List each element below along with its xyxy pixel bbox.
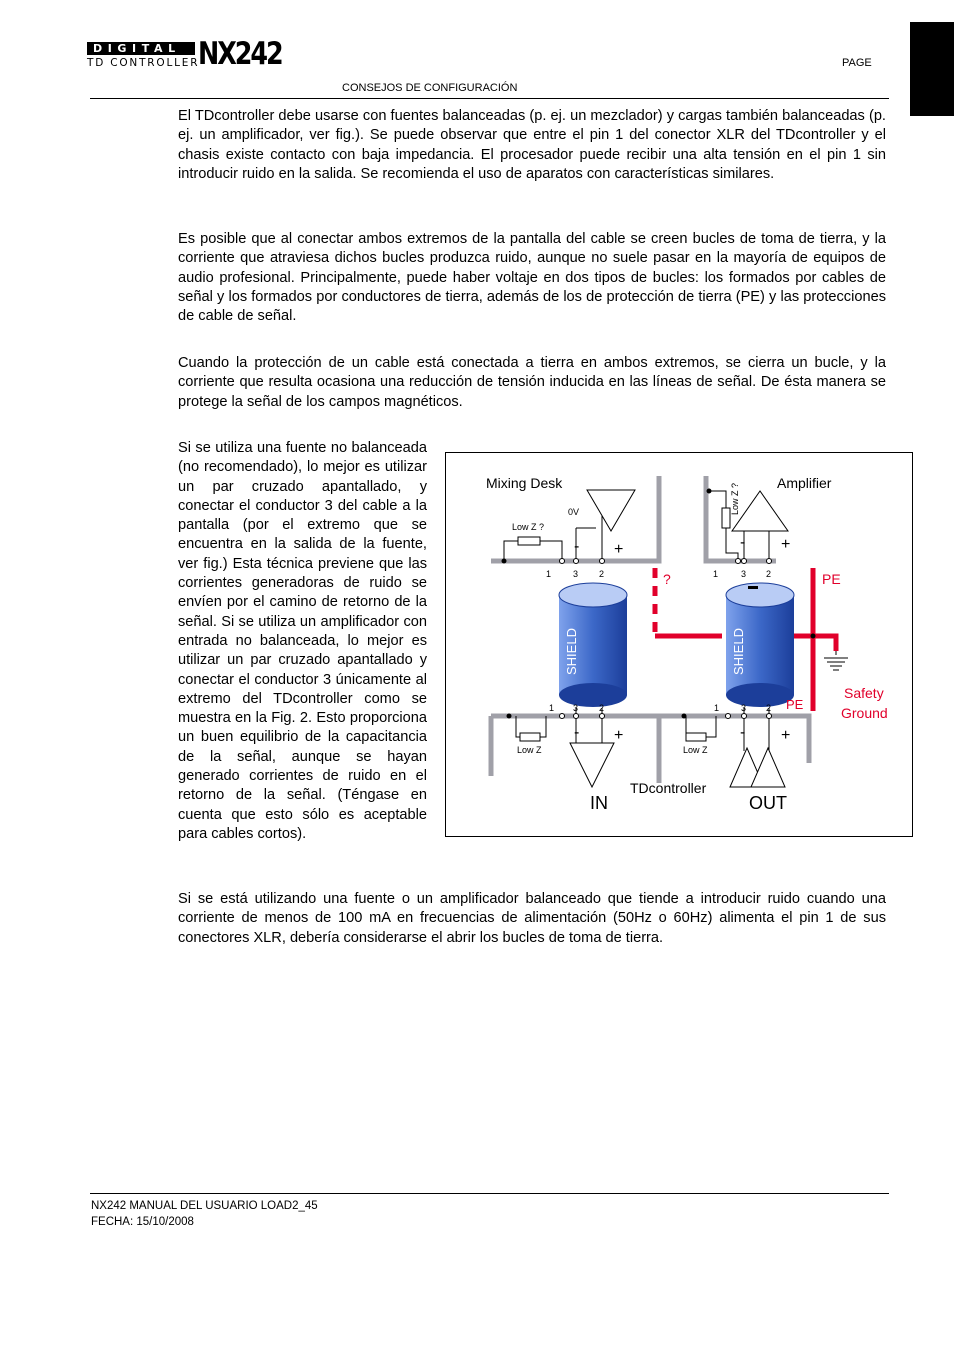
bottom-right-plus: + bbox=[781, 727, 791, 744]
paragraph-5: Si se está utilizando una fuente o un amplificador balanceado que tiende a introducir ruido cuando una corriente de menos de 100 mA en frecuencias de alimentación (50Hz o 60Hz) alimenta el pin 1 de sus conectores XLR, debería considerarse el abrir los bucles de toma de tierra. bbox=[178, 891, 886, 946]
svg-text:2: 2 bbox=[599, 569, 605, 579]
ground-label: Ground bbox=[841, 705, 888, 721]
tdcontroller-label: TDcontroller bbox=[630, 780, 707, 796]
question-mark: ? bbox=[663, 571, 671, 587]
out-label: OUT bbox=[749, 793, 787, 813]
paragraph-3: Cuando la protección de un cable está conectada a tierra en ambos extremos, se cierra un bucle, y la corriente que resulta ocasiona una reducción de tensión inducida en las líneas de señal. De ésta manera se protege la señal de los campos magnéticos. bbox=[178, 355, 886, 410]
out-lowz-label: Low Z bbox=[683, 745, 708, 755]
logo-digital-text: DIGITAL bbox=[87, 42, 195, 55]
header-divider bbox=[90, 98, 889, 99]
section-title: CONSEJOS DE CONFIGURACIÓN bbox=[342, 82, 518, 94]
shield-cables bbox=[559, 583, 794, 707]
in-lowz-label: Low Z bbox=[517, 745, 542, 755]
svg-text:2: 2 bbox=[766, 703, 772, 713]
top-left-minus: - bbox=[574, 538, 580, 555]
in-label: IN bbox=[590, 793, 608, 813]
svg-text:1: 1 bbox=[546, 569, 552, 579]
amplifier-label: Amplifier bbox=[777, 475, 832, 491]
shield-label-right: SHIELD bbox=[731, 628, 746, 675]
amplifier-lowz-label: Low Z ? bbox=[730, 482, 740, 515]
svg-text:1: 1 bbox=[714, 703, 720, 713]
top-right-plus: + bbox=[781, 536, 791, 553]
svg-text:1: 1 bbox=[549, 703, 555, 713]
svg-text:3: 3 bbox=[741, 703, 747, 713]
zero-volt-label: 0V bbox=[568, 507, 580, 517]
bottom-right-minus: - bbox=[740, 724, 746, 741]
page-label: PAGE bbox=[842, 57, 872, 69]
footer-manual: NX242 MANUAL DEL USUARIO LOAD2_45 bbox=[91, 1200, 318, 1212]
logo-subtitle: TD CONTROLLER bbox=[87, 57, 200, 69]
svg-text:3: 3 bbox=[573, 569, 579, 579]
shield-label-left: SHIELD bbox=[564, 628, 579, 675]
paragraph-2: Es posible que al conectar ambos extremos de la pantalla del cable se creen bucles de toma de tierra, y la corriente que atraviesa dichos bucles produzca ruido, aunque no suele pasar en la mayoría de equipos de audio profesional. Principalmente, puede haber voltaje en dos tipos de bucles: los formados por cables de señal y los formados por conductores de tierra, además de los de protección de tierra (PE) y las protecciones de cable de señal. bbox=[178, 231, 886, 325]
svg-text:1: 1 bbox=[713, 569, 719, 579]
svg-text:2: 2 bbox=[599, 703, 605, 713]
bottom-left-plus: + bbox=[614, 727, 624, 744]
signal-lines bbox=[504, 491, 848, 751]
top-left-plus: + bbox=[614, 541, 624, 558]
pe-label-top: PE bbox=[822, 571, 841, 587]
pe-label-bottom: PE bbox=[786, 697, 804, 712]
svg-text:3: 3 bbox=[741, 569, 747, 579]
svg-text:3: 3 bbox=[573, 703, 579, 713]
paragraph-4: Si se utiliza una fuente no balanceada (no recomendado), lo mejor es utilizar un par cruzado apantallado, y conectar el conductor 3 del cable a la pantalla (por el extremo que se encuentra en la salida de la fuente, ver fig.) Esta técnica previene que las corrientes generadoras de ruido se envíen por el camino de retorno de la señal. Si se utiliza un amplificador con entrada no balanceada, lo mejor es utilizar un par cruzado apantallado y conectar el conductor 3 únicamente al extremo del TDcontroller como se muestra en la Fig. 2. Esto proporciona un buen equilibrio de la capacitancia de la señal, aunque se hayan generado corrientes de ruido en el retorno de la señal. (Téngase en cuenta que esto sólo es aceptable para cables cortos). bbox=[178, 440, 427, 842]
mixing-desk-label: Mixing Desk bbox=[486, 475, 563, 491]
paragraph-1: El TDcontroller debe usarse con fuentes balanceadas (p. ej. un mezclador) y cargas también balanceadas (p. ej. un amplificador, ver fig.). Se puede observar que entre el pin 1 del conector XLR del TDcontroller y el chasis existe contacto con baja impedancia. El procesador puede recibir una alta tensión en el pin 1 sin introducir ruido en la salida. Se recomienda el uso de aparatos con características similares. bbox=[178, 108, 886, 182]
footer-date: FECHA: 15/10/2008 bbox=[91, 1216, 194, 1228]
logo-model: NX242 bbox=[198, 36, 282, 72]
mixing-lowz-label: Low Z ? bbox=[512, 522, 545, 532]
svg-text:2: 2 bbox=[766, 569, 772, 579]
safety-label: Safety bbox=[844, 685, 884, 701]
page-edge-tab bbox=[910, 22, 954, 116]
bottom-left-minus: - bbox=[574, 724, 580, 741]
grounding-diagram bbox=[445, 452, 913, 837]
footer-divider bbox=[90, 1193, 889, 1194]
top-right-minus: - bbox=[740, 534, 746, 551]
